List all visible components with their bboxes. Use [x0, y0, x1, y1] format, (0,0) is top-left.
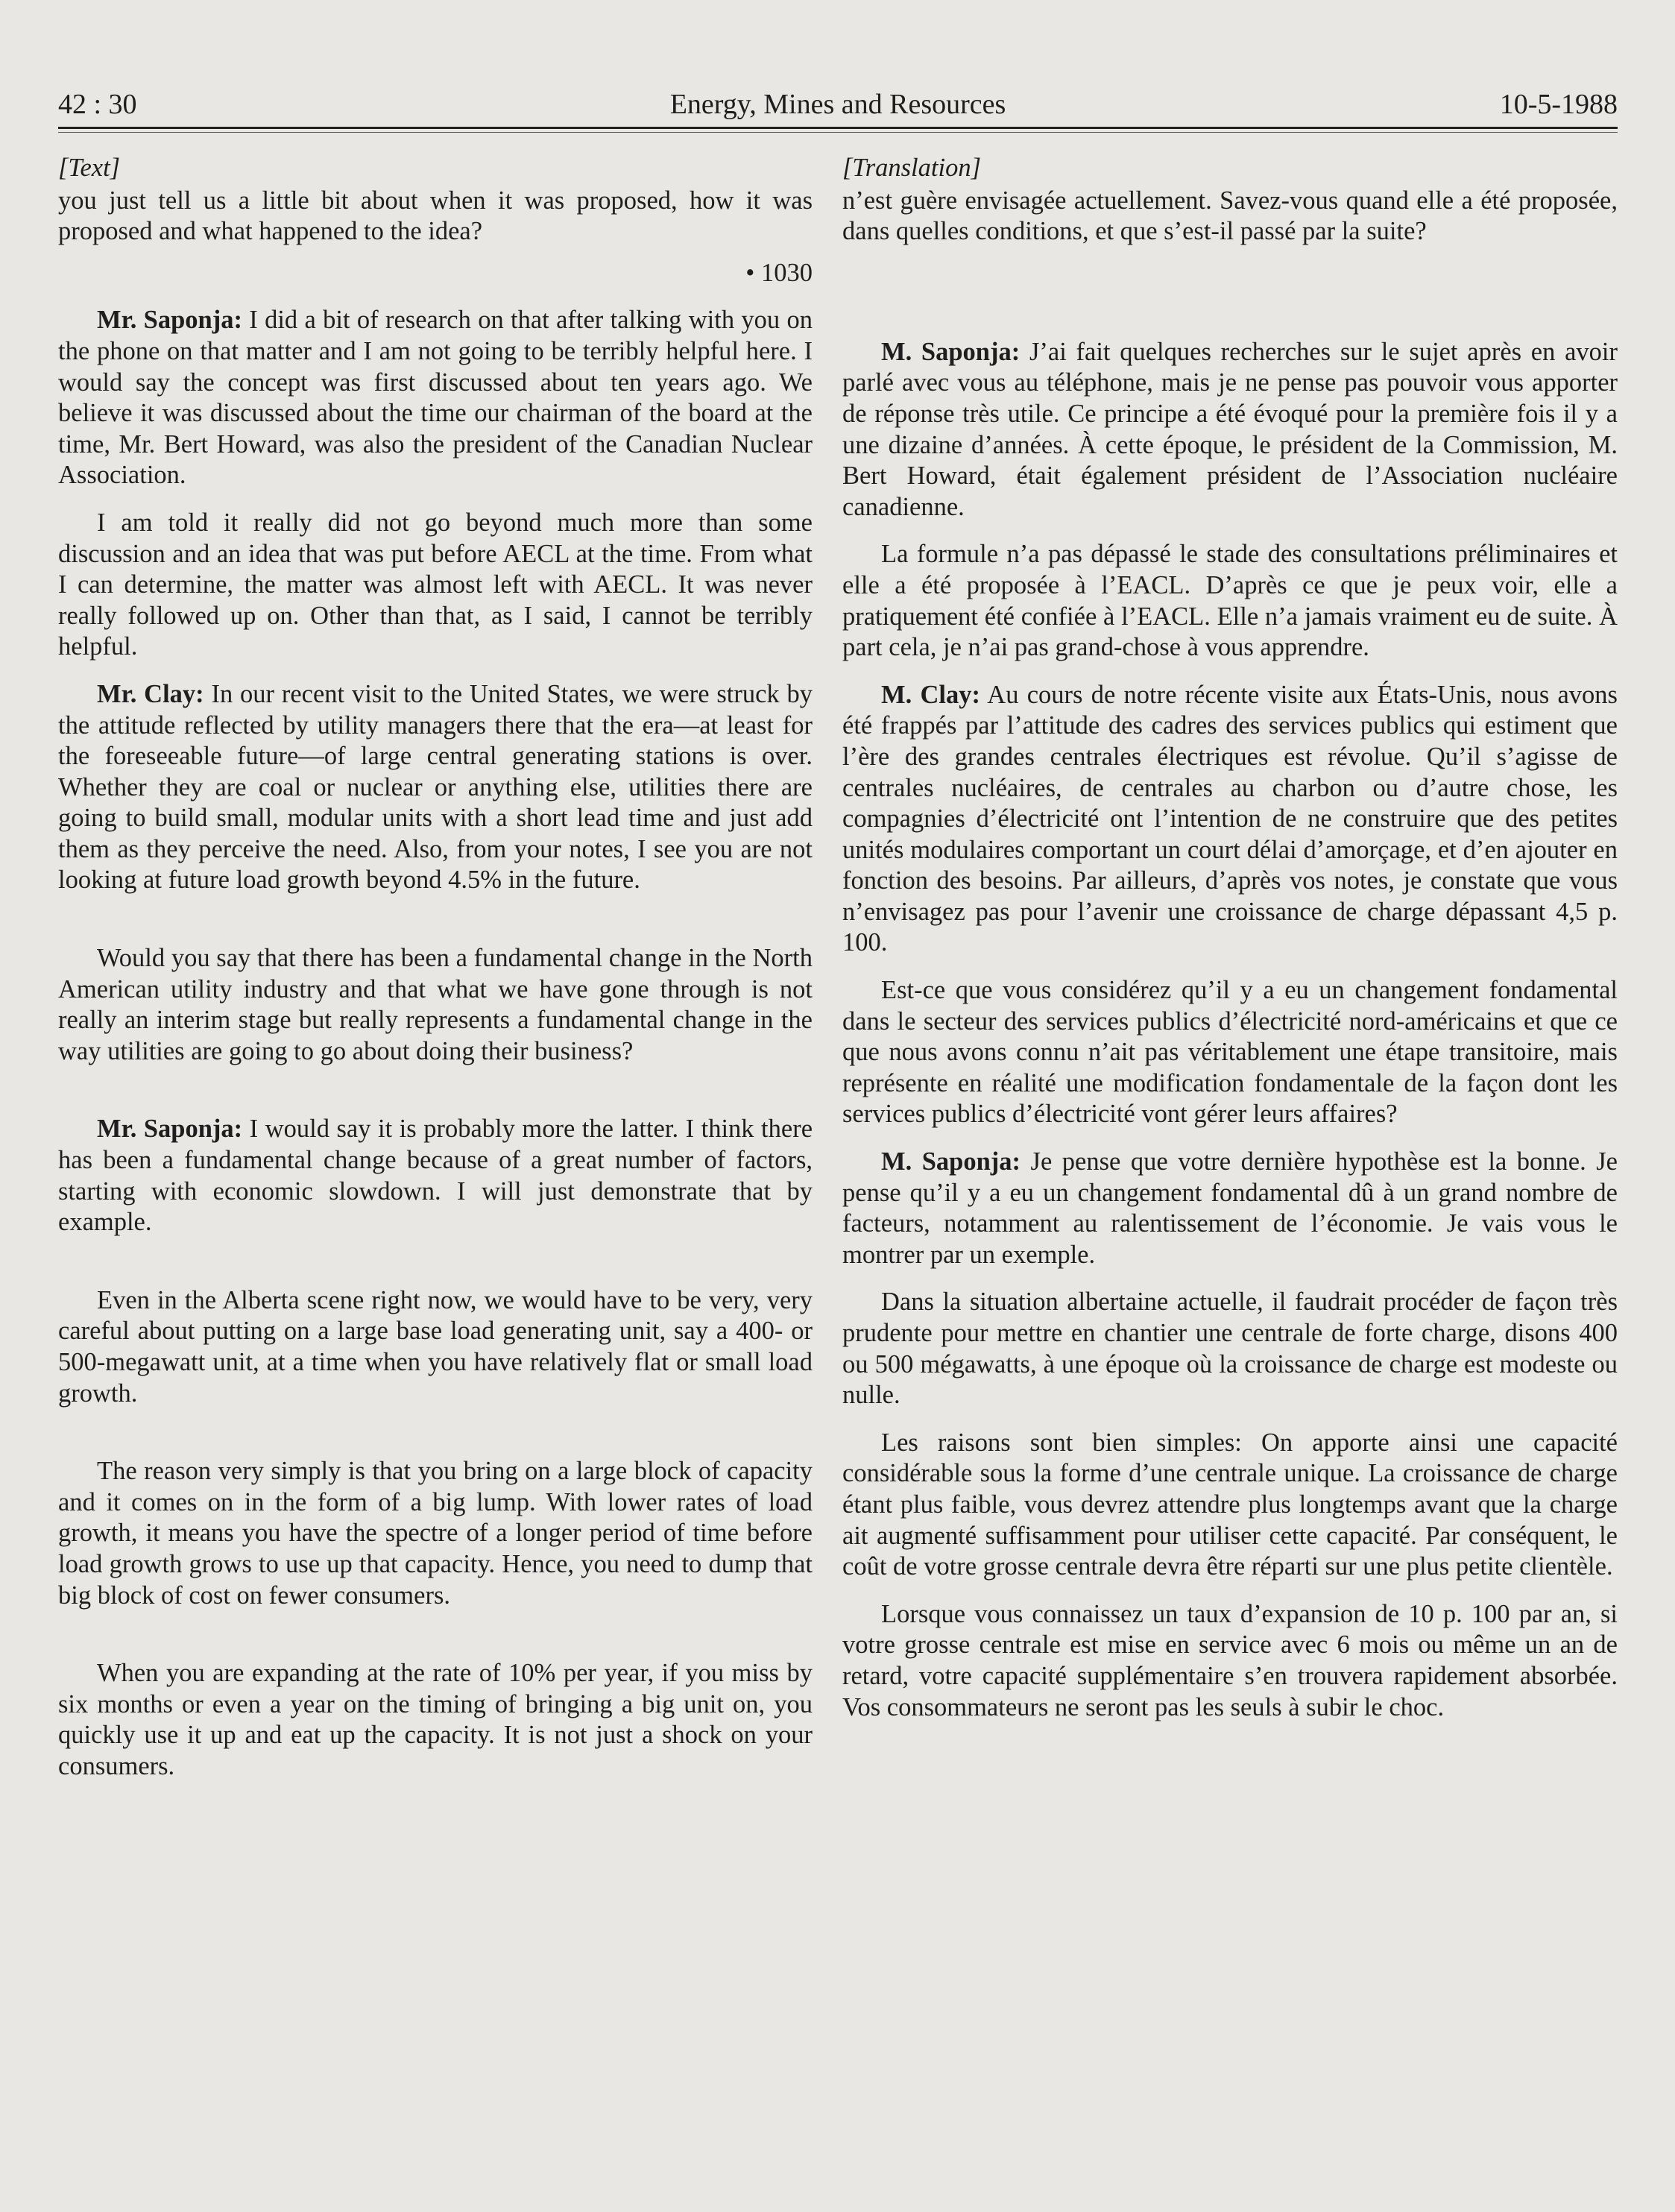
- paragraph: you just tell us a little bit about when it was proposed, how it was proposed and what happened to the idea?: [58, 186, 813, 246]
- paragraph: La formule n’a pas dépassé le stade des consultations préliminaires et elle a été proposée à l’EACL. D’après ce que je peux voir, elle a pratiquement été confiée à l’EACL. Elle n’a jamais vraiment eu de suite. À part cela, je n’ai pas grand-chose à vous apprendre.: [842, 540, 1618, 662]
- speech-text: J’ai fait quelques recherches sur le sujet après en avoir parlé avec vous au téléphone, mais je ne pense pas pouvoir vous apporter de réponse très utile. Ce principe a été évoqué pour la première fois il y a une dizaine d’années. À cette époque, le président de la Commission, M. Bert Howard, était également président de l’Association nucléaire canadienne.: [842, 337, 1618, 521]
- speaker-name: Mr. Saponja:: [97, 1115, 243, 1144]
- speaker-name: M. Saponja:: [881, 337, 1021, 366]
- paragraph: The reason very simply is that you bring on a large block of capacity and it comes on in the form of a big lump. With lower rates of load growth, it means you have the spectre of a longer period of time before load growth grows to use up that capacity. Hence, you need to dump that big block of cost on fewer consumers.: [58, 1457, 813, 1610]
- paragraph: Dans la situation albertaine actuelle, il faudrait procéder de façon très prudente pour mettre en chantier une centrale de forte charge, disons 400 ou 500 mégawatts, à une époque où la croissance de charge est modeste ou nulle.: [842, 1288, 1618, 1410]
- speech-text: Au cours de notre récente visite aux États-Unis, nous avons été frappés par l’attitude des cadres des services publics qui estiment que l’ère des grandes centrales électriques est révolue. Qu’il s’agisse de centrales nucléaires, de centrales au charbon ou d’autre chose, les compagnies d’électricité ont l’intention de ne construire que des petites unités modulaires comportant un court délai d’amorçage, et d’en ajouter en fonction des besoins. Par ailleurs, d’après vos notes, je constate que vous n’envisagez pas pour l’avenir une croissance de charge dépassant 4,5 p. 100.: [842, 680, 1618, 957]
- paragraph: Lorsque vous connaissez un taux d’expansion de 10 p. 100 par an, si votre grosse centrale est mise en service avec 6 mois ou même un an de retard, votre capacité supplémentaire s’en trouvera rapidement absorbée. Vos consommateurs ne seront pas les seuls à subir le choc.: [842, 1599, 1618, 1721]
- french-column: [842, 153, 1618, 1723]
- speaker-name: Mr. Saponja:: [97, 306, 242, 335]
- paragraph: When you are expanding at the rate of 10% per year, if you miss by six months or even a year on the timing of bringing a big unit on, you quickly use it up and eat up the capacity. It is not just a shock on your consumers.: [58, 1659, 813, 1780]
- header-rule: [58, 127, 1618, 129]
- column-label-translation: [Translation]: [842, 154, 981, 182]
- paragraph: [842, 337, 1618, 523]
- paragraph: Les raisons sont bien simples: On apporte ainsi une capacité considérable sous la forme d’une centrale unique. La croissance de charge étant plus faible, vous devrez attendre plus longtemps avant que la charge ait augmenté suffisamment pour utiliser cette capacité. Par conséquent, le coût de votre grosse centrale devra être réparti sur une plus petite clientèle.: [842, 1428, 1618, 1581]
- page-date: 10-5-1988: [1499, 89, 1618, 120]
- page-header: [58, 88, 1618, 133]
- paragraph: Est-ce que vous considérez qu’il y a eu un changement fondamental dans le secteur des services publics d’électricité nord-américains et que ce que nous avons connu n’ait pas véritablement une étape transitoire, mais représente en réalité une modification fondamentale de la façon dont les services publics d’électricité vont gérer leurs affaires?: [842, 976, 1618, 1129]
- speech-text: I did a bit of research on that after talking with you on the phone on that matter and I am not going to be terribly helpful here. I would say the concept was first discussed about ten years ago. We believe it was discussed about the time our chairman of the board at the time, Mr. Bert Howard, was also the president of the Canadian Nuclear Association.: [58, 306, 813, 490]
- paragraph: [842, 680, 1618, 959]
- time-marker: • 1030: [745, 258, 813, 287]
- header-rule-thin: [58, 132, 1618, 133]
- speech-text: Je pense que votre dernière hypothèse est la bonne. Je pense qu’il y a eu un changement fondamental dû à un grand nombre de facteurs, notamment au ralentissement de l’économie. Je vais vous le montrer par un exemple.: [842, 1147, 1618, 1269]
- paragraph: [842, 1147, 1618, 1270]
- column-label-text: [Text]: [58, 154, 121, 182]
- paragraph: [58, 679, 813, 896]
- speech-text: In our recent visit to the United States, we were struck by the attitude reflected by utility managers there that the era—at least for the foreseeable future—of large central generating stations is over. Whether they are coal or nuclear or anything else, utilities there are going to build small, modular units with a short lead time and just add them as they perceive the need. Also, from your notes, I see you are not looking at future load growth beyond 4.5% in the future.: [58, 679, 813, 895]
- page-title: Energy, Mines and Resources: [669, 89, 1006, 120]
- english-column: [58, 153, 813, 1783]
- paragraph: Even in the Alberta scene right now, we would have to be very, very careful about putting on a large base load generating unit, say a 400- or 500-megawatt unit, at a time when you have relatively flat or small load growth.: [58, 1285, 813, 1408]
- speaker-name: M. Clay:: [881, 680, 980, 709]
- speaker-name: Mr. Clay:: [97, 679, 204, 708]
- paragraph: [58, 305, 813, 491]
- paragraph: n’est guère envisagée actuellement. Savez-vous quand elle a été proposée, dans quelles conditions, et que s’est-il passé par la suite?: [842, 186, 1618, 246]
- paragraph: I am told it really did not go beyond much more than some discussion and an idea that was put before AECL at the time. From what I can determine, the matter was almost left with AECL. It was never really followed up on. Other than that, as I said, I cannot be terribly helpful.: [58, 508, 813, 661]
- page-number: 42 : 30: [58, 89, 137, 120]
- speech-text: I would say it is probably more the latter. I think there has been a fundamental change because of a great number of factors, starting with economic slowdown. I will just demonstrate that by example.: [58, 1115, 813, 1237]
- speaker-name: M. Saponja:: [881, 1147, 1021, 1176]
- paragraph: Would you say that there has been a fundamental change in the North American utility industry and that what we have gone through is not really an interim stage but really represents a fundamental change in the way utilities are going to go about doing their business?: [58, 944, 813, 1065]
- paragraph: [58, 1114, 813, 1238]
